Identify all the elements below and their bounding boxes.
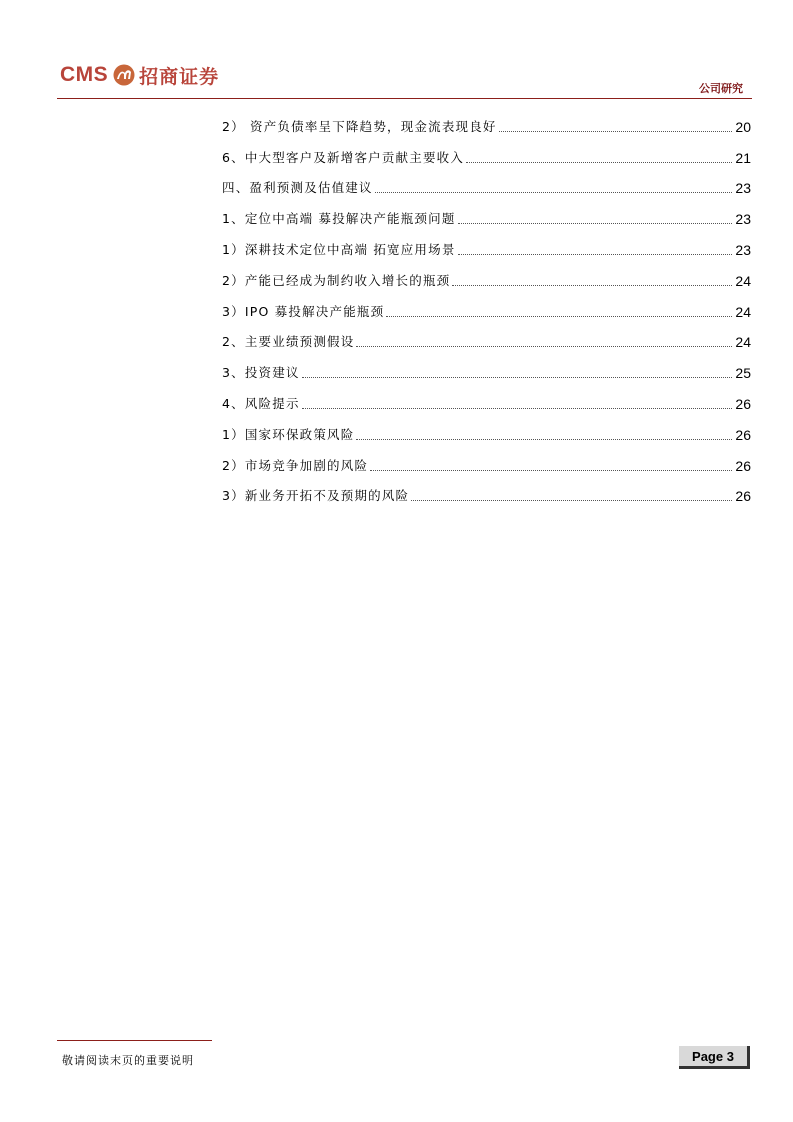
toc-item[interactable]: [222, 445, 751, 476]
toc-item-page: 26: [735, 395, 751, 412]
toc-leader-dots: [375, 191, 733, 193]
footer-disclaimer-note: 敬请阅读末页的重要说明: [62, 1054, 194, 1067]
toc-item-title: 2）市场竞争加剧的风险: [222, 457, 369, 473]
toc-item[interactable]: [222, 260, 751, 291]
toc-item-title: 3）IPO 募投解决产能瓶颈: [222, 303, 385, 319]
toc-item-title: 6、中大型客户及新增客户贡献主要收入: [222, 149, 465, 165]
toc-item-title: 4、风险提示: [222, 395, 300, 411]
toc-item[interactable]: [222, 168, 751, 199]
toc-item[interactable]: [222, 137, 751, 168]
toc-item-page: 26: [735, 426, 751, 443]
toc-item-page: 26: [735, 488, 751, 505]
table-of-contents: [222, 106, 751, 506]
toc-item[interactable]: [222, 198, 751, 229]
toc-item[interactable]: [222, 322, 751, 353]
cms-logo: [60, 60, 219, 90]
toc-item[interactable]: [222, 414, 751, 445]
toc-item-title: 2） 资产负债率呈下降趋势，现金流表现良好: [222, 118, 497, 134]
toc-leader-dots: [370, 469, 732, 471]
page-header: [0, 0, 793, 100]
toc-leader-dots: [302, 407, 733, 409]
toc-item[interactable]: [222, 106, 751, 137]
toc-leader-dots: [458, 222, 733, 224]
toc-leader-dots: [356, 345, 732, 347]
logo-text-en: CMS: [60, 63, 109, 86]
toc-leader-dots: [411, 499, 732, 501]
logo-mark-icon: [113, 64, 135, 86]
toc-item[interactable]: [222, 352, 751, 383]
toc-item-title: 1）深耕技术定位中高端 拓宽应用场景: [222, 241, 456, 257]
toc-leader-dots: [452, 284, 732, 286]
toc-item-title: 2）产能已经成为制约收入增长的瓶颈: [222, 272, 451, 288]
toc-item[interactable]: [222, 291, 751, 322]
toc-leader-dots: [356, 438, 732, 440]
toc-leader-dots: [466, 161, 732, 163]
toc-item-title: 3）新业务开拓不及预期的风险: [222, 488, 410, 504]
toc-item-title: 四、盈利预测及估值建议: [222, 180, 373, 196]
toc-item-page: 20: [735, 118, 751, 135]
toc-item-page: 25: [735, 365, 751, 382]
toc-item-page: 24: [735, 334, 751, 351]
toc-item-page: 23: [735, 180, 751, 197]
toc-item-page: 26: [735, 457, 751, 474]
toc-item-title: 3、投资建议: [222, 365, 300, 381]
toc-item-title: 1）国家环保政策风险: [222, 426, 355, 442]
toc-item-page: 24: [735, 272, 751, 289]
toc-item[interactable]: [222, 229, 751, 260]
toc-item-title: 1、定位中高端 募投解决产能瓶颈问题: [222, 211, 456, 227]
section-label: 公司研究: [699, 82, 743, 95]
toc-item-page: 23: [735, 211, 751, 228]
page-number-label: Page 3: [692, 1048, 734, 1064]
toc-leader-dots: [302, 376, 733, 378]
toc-item[interactable]: [222, 383, 751, 414]
footer-divider: [57, 1040, 212, 1041]
toc-item-page: 23: [735, 241, 751, 258]
toc-leader-dots: [386, 315, 732, 317]
toc-leader-dots: [499, 130, 733, 132]
toc-item-title: 2、主要业绩预测假设: [222, 334, 355, 350]
toc-item-page: 21: [735, 149, 751, 166]
toc-item[interactable]: [222, 476, 751, 507]
toc-leader-dots: [458, 253, 733, 255]
header-divider: [57, 98, 752, 99]
logo-text-cn: 招商证券: [139, 65, 220, 88]
page-number-badge: [679, 1046, 750, 1069]
toc-item-page: 24: [735, 303, 751, 320]
